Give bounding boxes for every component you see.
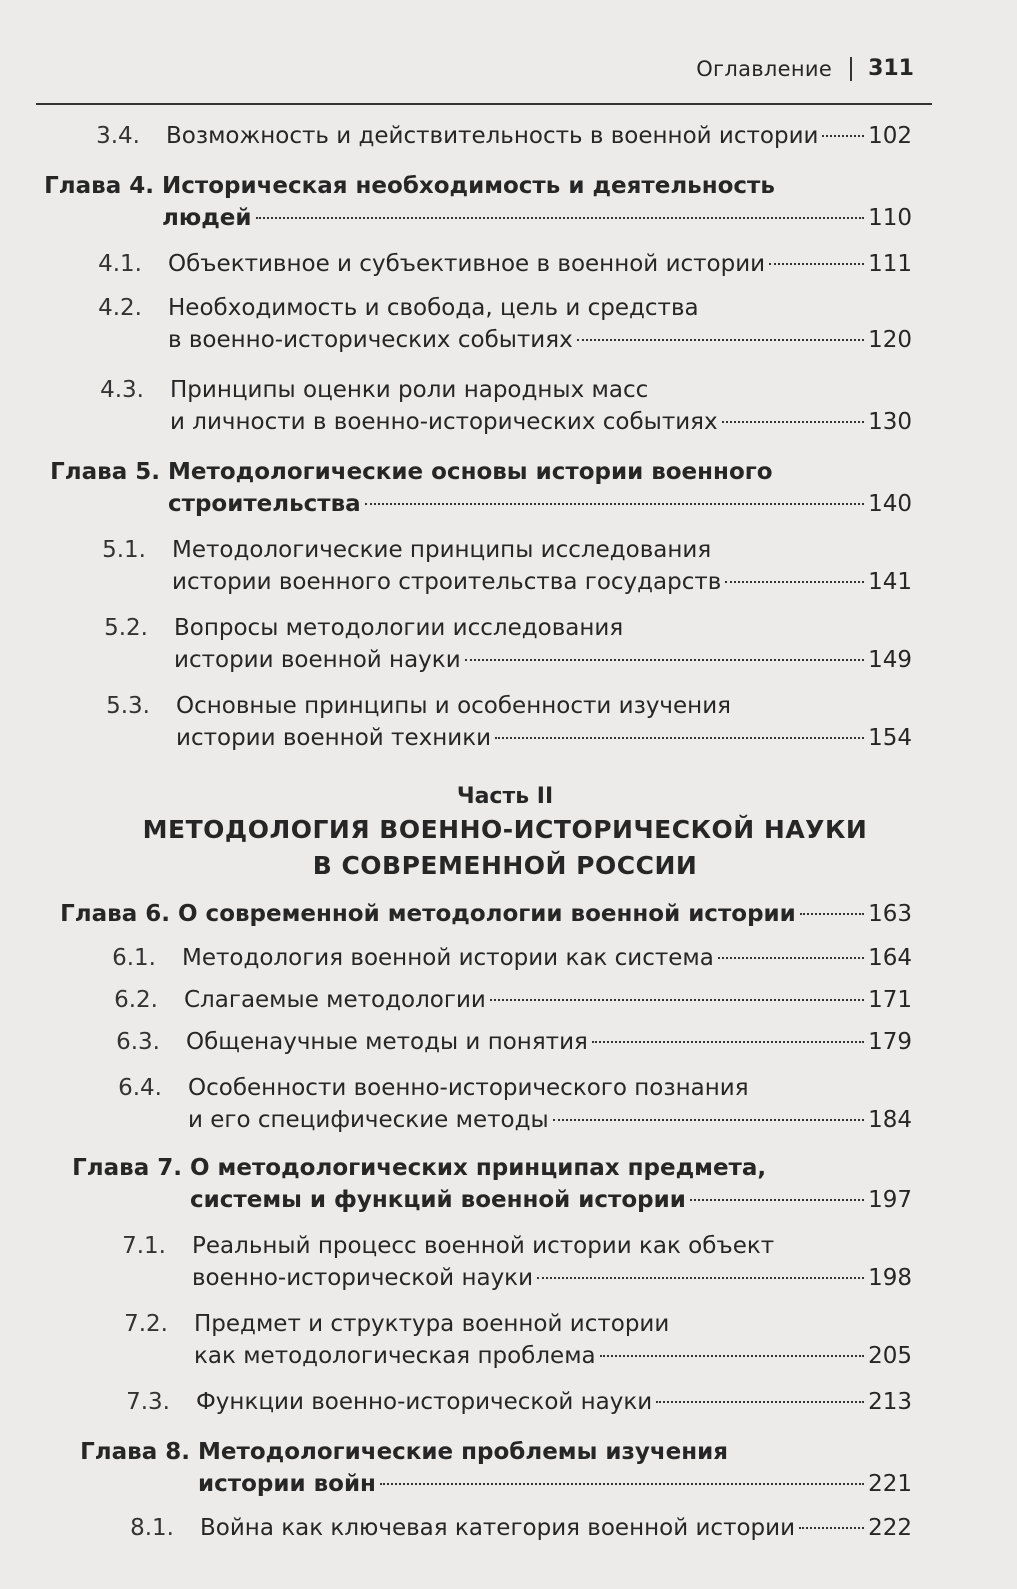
chapter-number: Глава 6.: [60, 901, 170, 927]
entry-body: [162, 170, 912, 234]
page-number: 197: [868, 1187, 912, 1213]
page-number: 213: [868, 1389, 912, 1415]
entry-body: [168, 248, 912, 280]
page-number: 141: [868, 569, 912, 595]
toc-section-entry: [38, 292, 912, 356]
dot-leader: [577, 339, 864, 341]
entry-title-line: Необходимость и свобода, цель и средства: [168, 295, 699, 321]
section-number: 3.4.: [96, 123, 140, 149]
entry-title-line: строительства: [168, 491, 361, 517]
header-title: Оглавление: [696, 56, 833, 81]
running-header: [38, 0, 912, 110]
part-heading: [98, 782, 912, 884]
entry-body: [172, 534, 912, 598]
page-number: 222: [868, 1515, 912, 1541]
entry-title-line: Общенаучные методы и понятия: [186, 1029, 588, 1055]
section-number: 7.3.: [126, 1389, 170, 1415]
page-number: 154: [868, 725, 912, 751]
entry-title-line: Война как ключевая категория военной истории: [200, 1515, 796, 1541]
entry-title-line: и личности в военно-исторических событиях: [170, 409, 718, 435]
dot-leader: [490, 999, 864, 1001]
dot-leader: [722, 421, 864, 423]
section-number: 8.1.: [130, 1515, 174, 1541]
section-number: 6.2.: [114, 987, 158, 1013]
section-number: 7.2.: [124, 1311, 168, 1337]
part-label: Часть II: [456, 784, 554, 809]
section-number: 4.2.: [98, 295, 142, 321]
entry-last-line: [182, 942, 912, 974]
dot-leader: [365, 503, 864, 505]
chapter-number: Глава 7.: [72, 1155, 182, 1181]
entry-last-line: [168, 248, 912, 280]
header-rule: [36, 103, 932, 105]
dot-leader: [592, 1041, 864, 1043]
entry-last-line: [196, 1386, 912, 1418]
dot-leader: [380, 1483, 864, 1485]
entry-title-line: Реальный процесс военной истории как объект: [192, 1233, 775, 1259]
dot-leader: [800, 913, 864, 915]
entry-last-line: [198, 1468, 912, 1500]
section-number: 5.1.: [102, 537, 146, 563]
entry-body: [186, 1026, 912, 1058]
entry-title-line: Возможность и действительность в военной истории: [166, 123, 819, 149]
entry-title-line: Слагаемые методологии: [184, 987, 486, 1013]
entry-title-line: О методологических принципах предмета,: [190, 1155, 767, 1181]
section-number: 5.2.: [104, 615, 148, 641]
toc-section-entry: [38, 374, 912, 438]
entry-body: [196, 1386, 912, 1418]
dot-leader: [656, 1401, 864, 1403]
entry-title-line: Методологические принципы исследования: [172, 537, 712, 563]
page-number: 102: [868, 123, 912, 149]
page-number: 171: [868, 987, 912, 1013]
entry-title-line: Основные принципы и особенности изучения: [176, 693, 731, 719]
entry-last-line: [162, 202, 912, 234]
chapter-number: Глава 4.: [44, 173, 154, 199]
entry-body: [184, 984, 912, 1016]
entry-last-line: [184, 984, 912, 1016]
entry-last-line: [186, 1026, 912, 1058]
section-number: 6.3.: [116, 1029, 160, 1055]
part-title-line-1: МЕТОДОЛОГИЯ ВОЕННО-ИСТОРИЧЕСКОЙ НАУКИ: [142, 815, 868, 844]
entry-title-line: истории военного строительства государств: [172, 569, 722, 595]
entry-last-line: [172, 566, 912, 598]
entry-title-line: в военно-исторических событиях: [168, 327, 573, 353]
toc-section-entry: [38, 120, 912, 152]
entry-title-line: истории военной техники: [176, 725, 492, 751]
dot-leader: [465, 659, 864, 661]
dot-leader: [769, 263, 864, 265]
dot-leader: [537, 1277, 864, 1279]
entry-title-line: Методология военной истории как система: [182, 945, 714, 971]
toc-section-entry: [38, 690, 912, 754]
entry-title-line: Принципы оценки роли народных масс: [170, 377, 649, 403]
page-number: 164: [868, 945, 912, 971]
section-number: 4.1.: [98, 251, 142, 277]
entry-body: [198, 1436, 912, 1500]
page-number: 130: [868, 409, 912, 435]
entry-title-line: системы и функций военной истории: [190, 1187, 686, 1213]
page-number: 184: [868, 1107, 912, 1133]
page-number: 221: [868, 1471, 912, 1497]
entry-last-line: [168, 488, 912, 520]
section-number: 7.1.: [122, 1233, 166, 1259]
entry-body: [178, 898, 912, 930]
dot-leader: [725, 581, 864, 583]
entry-title-line: как методологическая проблема: [194, 1343, 596, 1369]
header-separator: [850, 57, 852, 81]
chapter-number: Глава 5.: [50, 459, 160, 485]
page-number: 140: [868, 491, 912, 517]
entry-title-line: О современной методологии военной истории: [178, 901, 796, 927]
entry-title-line: Методологические проблемы изучения: [198, 1439, 729, 1465]
entry-body: [194, 1308, 912, 1372]
entry-last-line: [194, 1340, 912, 1372]
header-group: [696, 56, 914, 81]
toc-section-entry: [38, 1386, 912, 1418]
section-number: 4.3.: [100, 377, 144, 403]
dot-leader: [256, 217, 865, 219]
toc-section-entry: [38, 612, 912, 676]
entry-title-line: истории военной науки: [174, 647, 461, 673]
toc-section-entry: [38, 1512, 912, 1544]
entry-last-line: [170, 406, 912, 438]
dot-leader: [495, 737, 864, 739]
section-number: 6.4.: [118, 1075, 162, 1101]
entry-last-line: [168, 324, 912, 356]
entry-title-line: Особенности военно-исторического познания: [188, 1075, 749, 1101]
page-number: 111: [868, 251, 912, 277]
entry-last-line: [188, 1104, 912, 1136]
page-number: 179: [868, 1029, 912, 1055]
toc-section-entry: [38, 1230, 912, 1294]
dot-leader: [822, 135, 864, 137]
toc-section-entry: [38, 984, 912, 1016]
entry-title-line: людей: [162, 205, 252, 231]
entry-last-line: [174, 644, 912, 676]
toc-section-entry: [38, 1072, 912, 1136]
page-number: 198: [868, 1265, 912, 1291]
toc-section-entry: [38, 248, 912, 280]
toc-chapter-entry: [38, 456, 912, 520]
toc-section-entry: [38, 534, 912, 598]
entry-title-line: и его специфические методы: [188, 1107, 549, 1133]
dot-leader: [553, 1119, 864, 1121]
entry-last-line: [176, 722, 912, 754]
entry-body: [188, 1072, 912, 1136]
entry-body: [166, 120, 912, 152]
entry-last-line: [200, 1512, 912, 1544]
entry-last-line: [166, 120, 912, 152]
entry-body: [174, 612, 912, 676]
toc-list-top: [38, 120, 912, 754]
toc-section-entry: [38, 1026, 912, 1058]
entry-title-line: военно-исторической науки: [192, 1265, 534, 1291]
dot-leader: [690, 1199, 864, 1201]
chapter-number: Глава 8.: [80, 1439, 190, 1465]
part-title-line-2: В СОВРЕМЕННОЙ РОССИИ: [312, 851, 698, 880]
entry-body: [168, 292, 912, 356]
header-page-number: 311: [868, 56, 914, 81]
entry-last-line: [178, 898, 912, 930]
toc-section-entry: [38, 1308, 912, 1372]
entry-body: [182, 942, 912, 974]
entry-body: [168, 456, 912, 520]
page-number: 149: [868, 647, 912, 673]
section-number: 6.1.: [112, 945, 156, 971]
toc-list-bottom: [38, 898, 912, 1544]
entry-title-line: Объективное и субъективное в военной истории: [168, 251, 766, 277]
entry-last-line: [190, 1184, 912, 1216]
dot-leader: [799, 1527, 864, 1529]
entry-body: [176, 690, 912, 754]
entry-title-line: Вопросы методологии исследования: [174, 615, 624, 641]
entry-body: [192, 1230, 912, 1294]
page-number: 163: [868, 901, 912, 927]
entry-title-line: Предмет и структура военной истории: [194, 1311, 670, 1337]
entry-body: [200, 1512, 912, 1544]
entry-title-line: истории войн: [198, 1471, 376, 1497]
page-number: 205: [868, 1343, 912, 1369]
dot-leader: [718, 957, 864, 959]
entry-title-line: Историческая необходимость и деятельность: [162, 173, 775, 199]
toc-chapter-entry: [38, 898, 912, 930]
entry-title-line: Функции военно-исторической науки: [196, 1389, 653, 1415]
toc-chapter-entry: [38, 1436, 912, 1500]
page-number: 120: [868, 327, 912, 353]
section-number: 5.3.: [106, 693, 150, 719]
dot-leader: [600, 1355, 864, 1357]
toc-chapter-entry: [38, 170, 912, 234]
entry-body: [170, 374, 912, 438]
page-number: 110: [868, 205, 912, 231]
entry-body: [190, 1152, 912, 1216]
toc-chapter-entry: [38, 1152, 912, 1216]
toc-section-entry: [38, 942, 912, 974]
entry-title-line: Методологические основы истории военного: [168, 459, 773, 485]
entry-last-line: [192, 1262, 912, 1294]
